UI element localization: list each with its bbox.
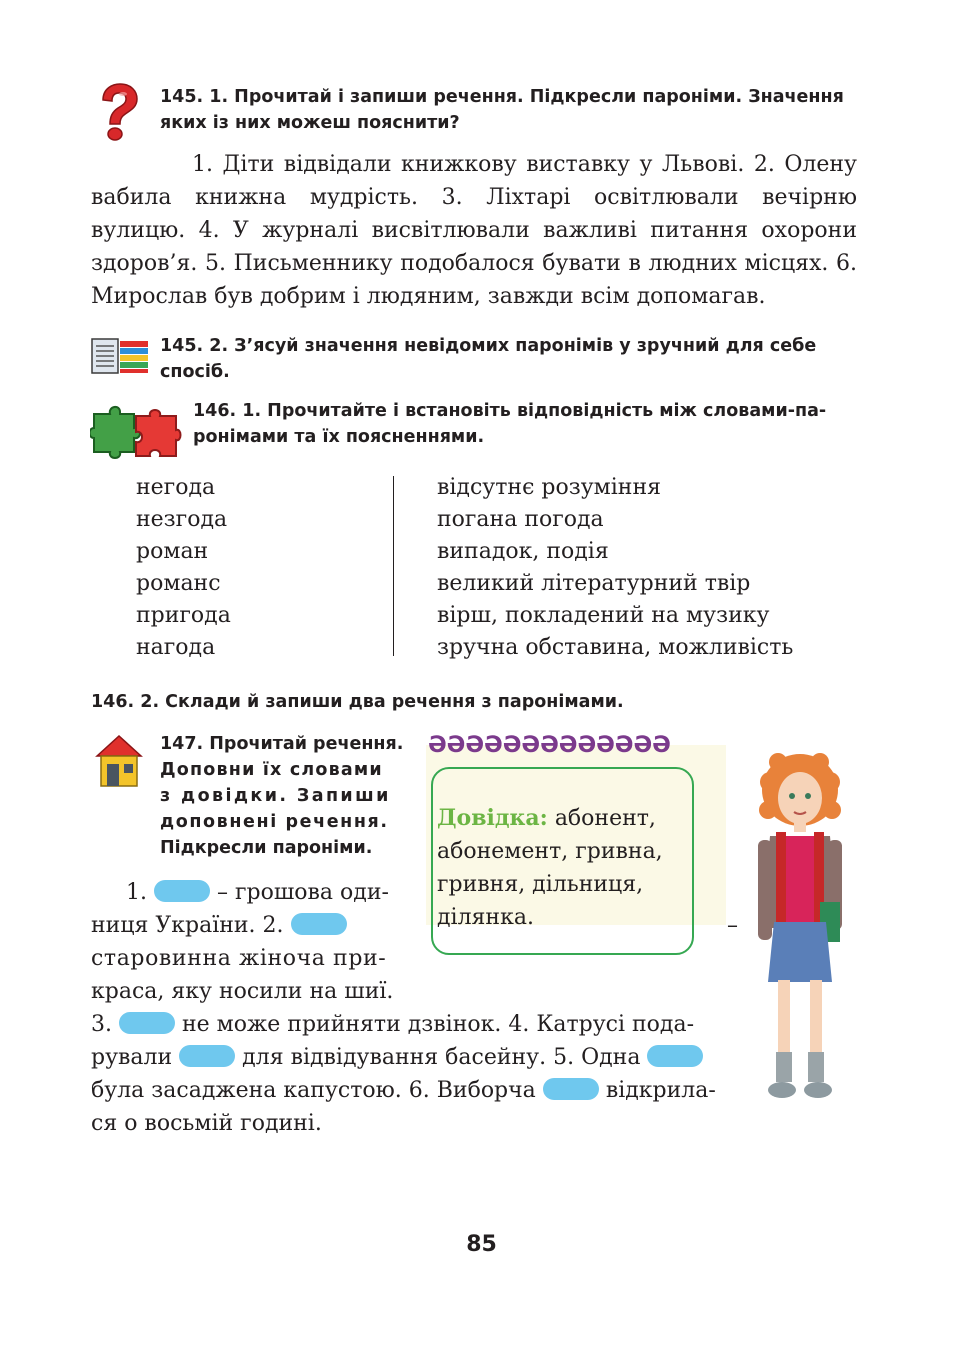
paronym-meaning: зручна обставина, можливість (437, 635, 794, 660)
blank-6[interactable] (543, 1078, 599, 1100)
help-note-text: Довідка: абонент, абонемент, гривна, гривня, дільниця, ділянка. (437, 805, 663, 930)
dash-after-note: – (727, 913, 738, 938)
paronym-meanings-column (437, 472, 793, 664)
house-icon (95, 734, 143, 792)
paronym-words-column (136, 472, 231, 664)
task-146-1-heading: 146. 1. Прочитайте і встановіть відповідність між словами-па- ронімами та їх поясненнями. (193, 401, 827, 447)
task-146-2-heading: 146. 2. Склади й запиши два речення з паронімами. (91, 692, 624, 712)
task-147-heading: 147. Прочитай речення. Доповни їх словами з довідки. Запиши доповнені речення. Підкресли пароніми. (160, 734, 404, 858)
paronym-word: негода (136, 475, 216, 500)
note-spiral-binding: ƏƏƏƏƏƏƏƏƏƏƏƏƏ (428, 733, 671, 758)
paronym-meaning: великий літературний твір (437, 571, 751, 596)
puzzle-icon (90, 402, 182, 466)
girl-illustration (748, 752, 848, 1111)
paronym-meaning: погана погода (437, 507, 604, 532)
paronym-meaning: випадок, подія (437, 539, 609, 564)
task-145-1-text: 1. Діти відвідали книжкову виставку у Львові. 2. Олену вабила книжна мудрість. 3. Ліхтарі освітлювали вечірню вулицю. 4. У журналі висвітлювали важливі питання охорони здоров’я. 5. Письменнику подобалося бувати в людних місцях. 6. Мирослав був добрим і людяним, завжди всім допомагав. (91, 152, 857, 309)
books-icon (91, 337, 149, 379)
paronym-word: романс (136, 571, 221, 596)
blank-4[interactable] (179, 1045, 235, 1067)
page-number: 85 (466, 1232, 497, 1257)
blank-2[interactable] (291, 913, 347, 935)
question-mark-icon (93, 82, 141, 148)
task-145-2-heading: 145. 2. З’ясуй значення невідомих паронімів у зручний для себе спосіб. (160, 336, 817, 382)
paronym-word: пригода (136, 603, 231, 628)
task-147-text: 1. – грошова оди- ниця України. 2. старовинна жіноча при- краса, яку носили на шиї. 3. не може прийняти дзвінок. 4. Катрусі пода- рували для відвідування басейну. 5. Одна була засаджена капустою. 6. Виборча відкрила- ся о восьмій годині. (91, 880, 716, 1136)
blank-3[interactable] (119, 1012, 175, 1034)
task-145-1-heading: 145. 1. Прочитай і запиши речення. Підкресли пароніми. Значення яких із них можеш пояснити? (160, 87, 844, 133)
blank-1[interactable] (154, 880, 210, 902)
help-label: Довідка: (437, 805, 548, 831)
paronym-meaning: вірш, покладений на музику (437, 603, 770, 628)
paronym-word: нагода (136, 635, 216, 660)
column-divider (393, 476, 394, 656)
paronym-word: роман (136, 539, 209, 564)
paronym-word: незгода (136, 507, 228, 532)
blank-5[interactable] (647, 1045, 703, 1067)
paronym-meaning: відсутнє розуміння (437, 475, 662, 500)
